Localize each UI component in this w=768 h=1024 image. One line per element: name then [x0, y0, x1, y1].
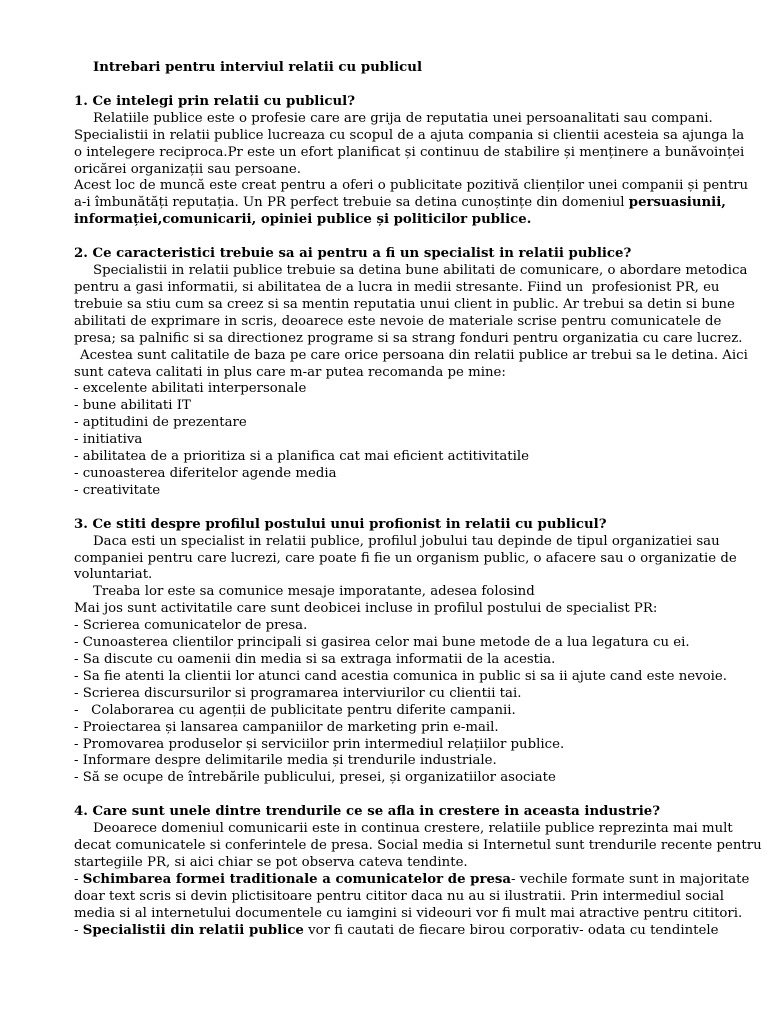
q2-line-5: presa; sa palnific si sa directionez programe si sa strang fonduri pentru organizatia cu care lucrez.: [74, 330, 743, 346]
q1-line-1: Relatiile publice este o profesie care are grija de reputatia unei persoanalitati sau compani.: [93, 110, 713, 126]
q1-line-3: o intelegere reciproca.Pr este un efort planificat și continuu de stabilire și menținere a bunăvoinței: [74, 144, 745, 160]
list-item: - Să se ocupe de întrebările publicului, presei, și organizatiilor asociate: [74, 770, 556, 786]
q4-line-1: Deoarece domeniul comunicarii este in continua crestere, relatiile publice reprezinta mai mult: [93, 821, 733, 837]
q3-line-1: Daca esti un specialist in relatii publice, profilul jobului tau depinde de tipul organizatiei sau: [93, 533, 720, 549]
q1-line-5: Acest loc de muncă este creat pentru a oferi o publicitate pozitivă clienților unei companii și pentru: [74, 178, 749, 194]
q1-bold-terms-1: persuasiunii,: [628, 195, 726, 211]
q3-line-4: Treaba lor este sa comunice mesaje imporatante, adesea folosind: [93, 584, 535, 600]
list-item: - Promovarea produselor și serviciilor prin intermediul relațiilor publice.: [74, 736, 565, 752]
list-item: - aptitudini de prezentare: [74, 415, 247, 431]
q4-item-2-bold: Specialistii din relatii publice: [82, 922, 304, 938]
q2-line-7: sunt cateva calitati in plus care m-ar putea recomanda pe mine:: [74, 364, 506, 380]
q2-line-3: trebuie sa stiu cum sa creez si sa mentin reputatia unui client in public. Ar trebui sa detin si bune: [74, 296, 735, 312]
question-2-heading: 2. Ce caracteristici trebuie sa ai pentru a fi un specialist in relatii publice?: [74, 246, 632, 262]
list-item: - abilitatea de a prioritiza si a planifica cat mai eficient actitivitatile: [74, 449, 529, 465]
list-item: - bune abilitati IT: [74, 398, 191, 414]
list-item: - creativitate: [74, 482, 161, 498]
list-item: - Sa discute cu oamenii din media si sa extraga informatii de la acestia.: [74, 652, 556, 667]
q2-line-6: Acestea sunt calitatile de baza pe care orice persoana din relatii publice ar trebui sa le detina. Aici: [80, 347, 748, 363]
q1-line-6-text: a-i îmbunătăți reputația. Un PR perfect trebuie sa detina cunoștințe din domeniul: [74, 195, 629, 211]
q4-item-1-line-3: media si al internetului documentele cu iamgini si videouri vor fi mult mai atractive pentru cititori.: [74, 905, 743, 921]
q4-item-2-dash: -: [74, 922, 83, 938]
list-item: - Colaborarea cu agenții de publicitate pentru diferite campanii.: [74, 702, 516, 718]
q3-line-3: voluntariat.: [74, 567, 153, 583]
list-item: - Informare despre delimitarile media și trendurile industriale.: [74, 753, 497, 769]
q4-line-3: startegiile PR, si aici chiar se pot observa cateva tendinte.: [74, 854, 468, 870]
q1-line-2: Specialistii in relatii publice lucreaza cu scopul de a ajuta compania si clientii acesteia sa ajunga la: [74, 127, 745, 143]
document-title: Intrebari pentru interviul relatii cu publicul: [93, 60, 422, 75]
list-item: - initiativa: [74, 432, 143, 448]
q4-item-2-rest: vor fi cautati de fiecare birou corporativ- odata cu tendintele: [303, 922, 719, 938]
q4-item-1-line-2: doar text scris si devin plictisitoare pentru cititor daca nu au si ilustratii. Prin intermediul social: [74, 888, 724, 904]
q2-line-4: abilitati de exprimare in scris, deoarece este nevoie de materiale scrise pentru comunicatele de: [74, 313, 722, 329]
q1-line-6: [74, 195, 726, 212]
q4-item-1: [74, 871, 750, 889]
q1-bold-terms-2: informației,comunicarii, opiniei publice și politicilor publice.: [74, 212, 532, 228]
q4-item-1-dash: -: [74, 871, 83, 887]
list-item: - cunoasterea diferitelor agende media: [74, 465, 337, 481]
q4-line-2: decat comunicatele si conferintele de presa. Social media si Internetul sunt trendurile recente pentru: [74, 838, 762, 854]
list-item: - Proiectarea și lansarea campaniilor de marketing prin e-mail.: [74, 719, 499, 735]
q3-line-5: Mai jos sunt activitatile care sunt deobicei incluse in profilul postului de specialist PR:: [74, 601, 658, 617]
q4-item-1-rest: - vechile formate sunt in majoritate: [511, 871, 750, 887]
list-item: - Scrierea comunicatelor de presa.: [74, 618, 308, 634]
list-item: - Cunoasterea clientilor principali si gasirea celor mai bune metode de a lua legatura cu ei.: [74, 635, 690, 651]
q4-item-1-bold: Schimbarea formei traditionale a comunicatelor de presa: [82, 871, 512, 887]
question-1-heading: 1. Ce intelegi prin relatii cu publicul?: [74, 93, 356, 109]
list-item: - Sa fie atenti la clientii lor atunci cand acestia comunica in public si sa ii ajute cand este nevoie.: [74, 668, 728, 684]
q2-line-2: pentru a gasi informatii, si abilitatea de a lucra in medii stresante. Fiind un profesionist PR, eu: [74, 279, 720, 295]
list-item: - Scrierea discursurilor si programarea interviurilor cu clientii tai.: [74, 685, 522, 701]
document-page: [74, 60, 762, 940]
q1-line-4: oricărei organizații sau persoane.: [74, 161, 302, 177]
question-3-heading: 3. Ce stiti despre profilul postului unui profionist in relatii cu publicul?: [74, 516, 607, 532]
q2-line-1: Specialistii in relatii publice trebuie sa detina bune abilitati de comunicare, o abordare metodica: [93, 263, 748, 279]
q3-line-2: companiei pentru care lucrezi, care poate fi fie un organism public, o afacere sau o organizatie de: [74, 550, 737, 566]
list-item: - excelente abilitati interpersonale: [74, 381, 307, 397]
q4-item-2: [74, 922, 719, 940]
question-4-heading: 4. Care sunt unele dintre trendurile ce se afla in crestere in aceasta industrie?: [74, 804, 661, 820]
